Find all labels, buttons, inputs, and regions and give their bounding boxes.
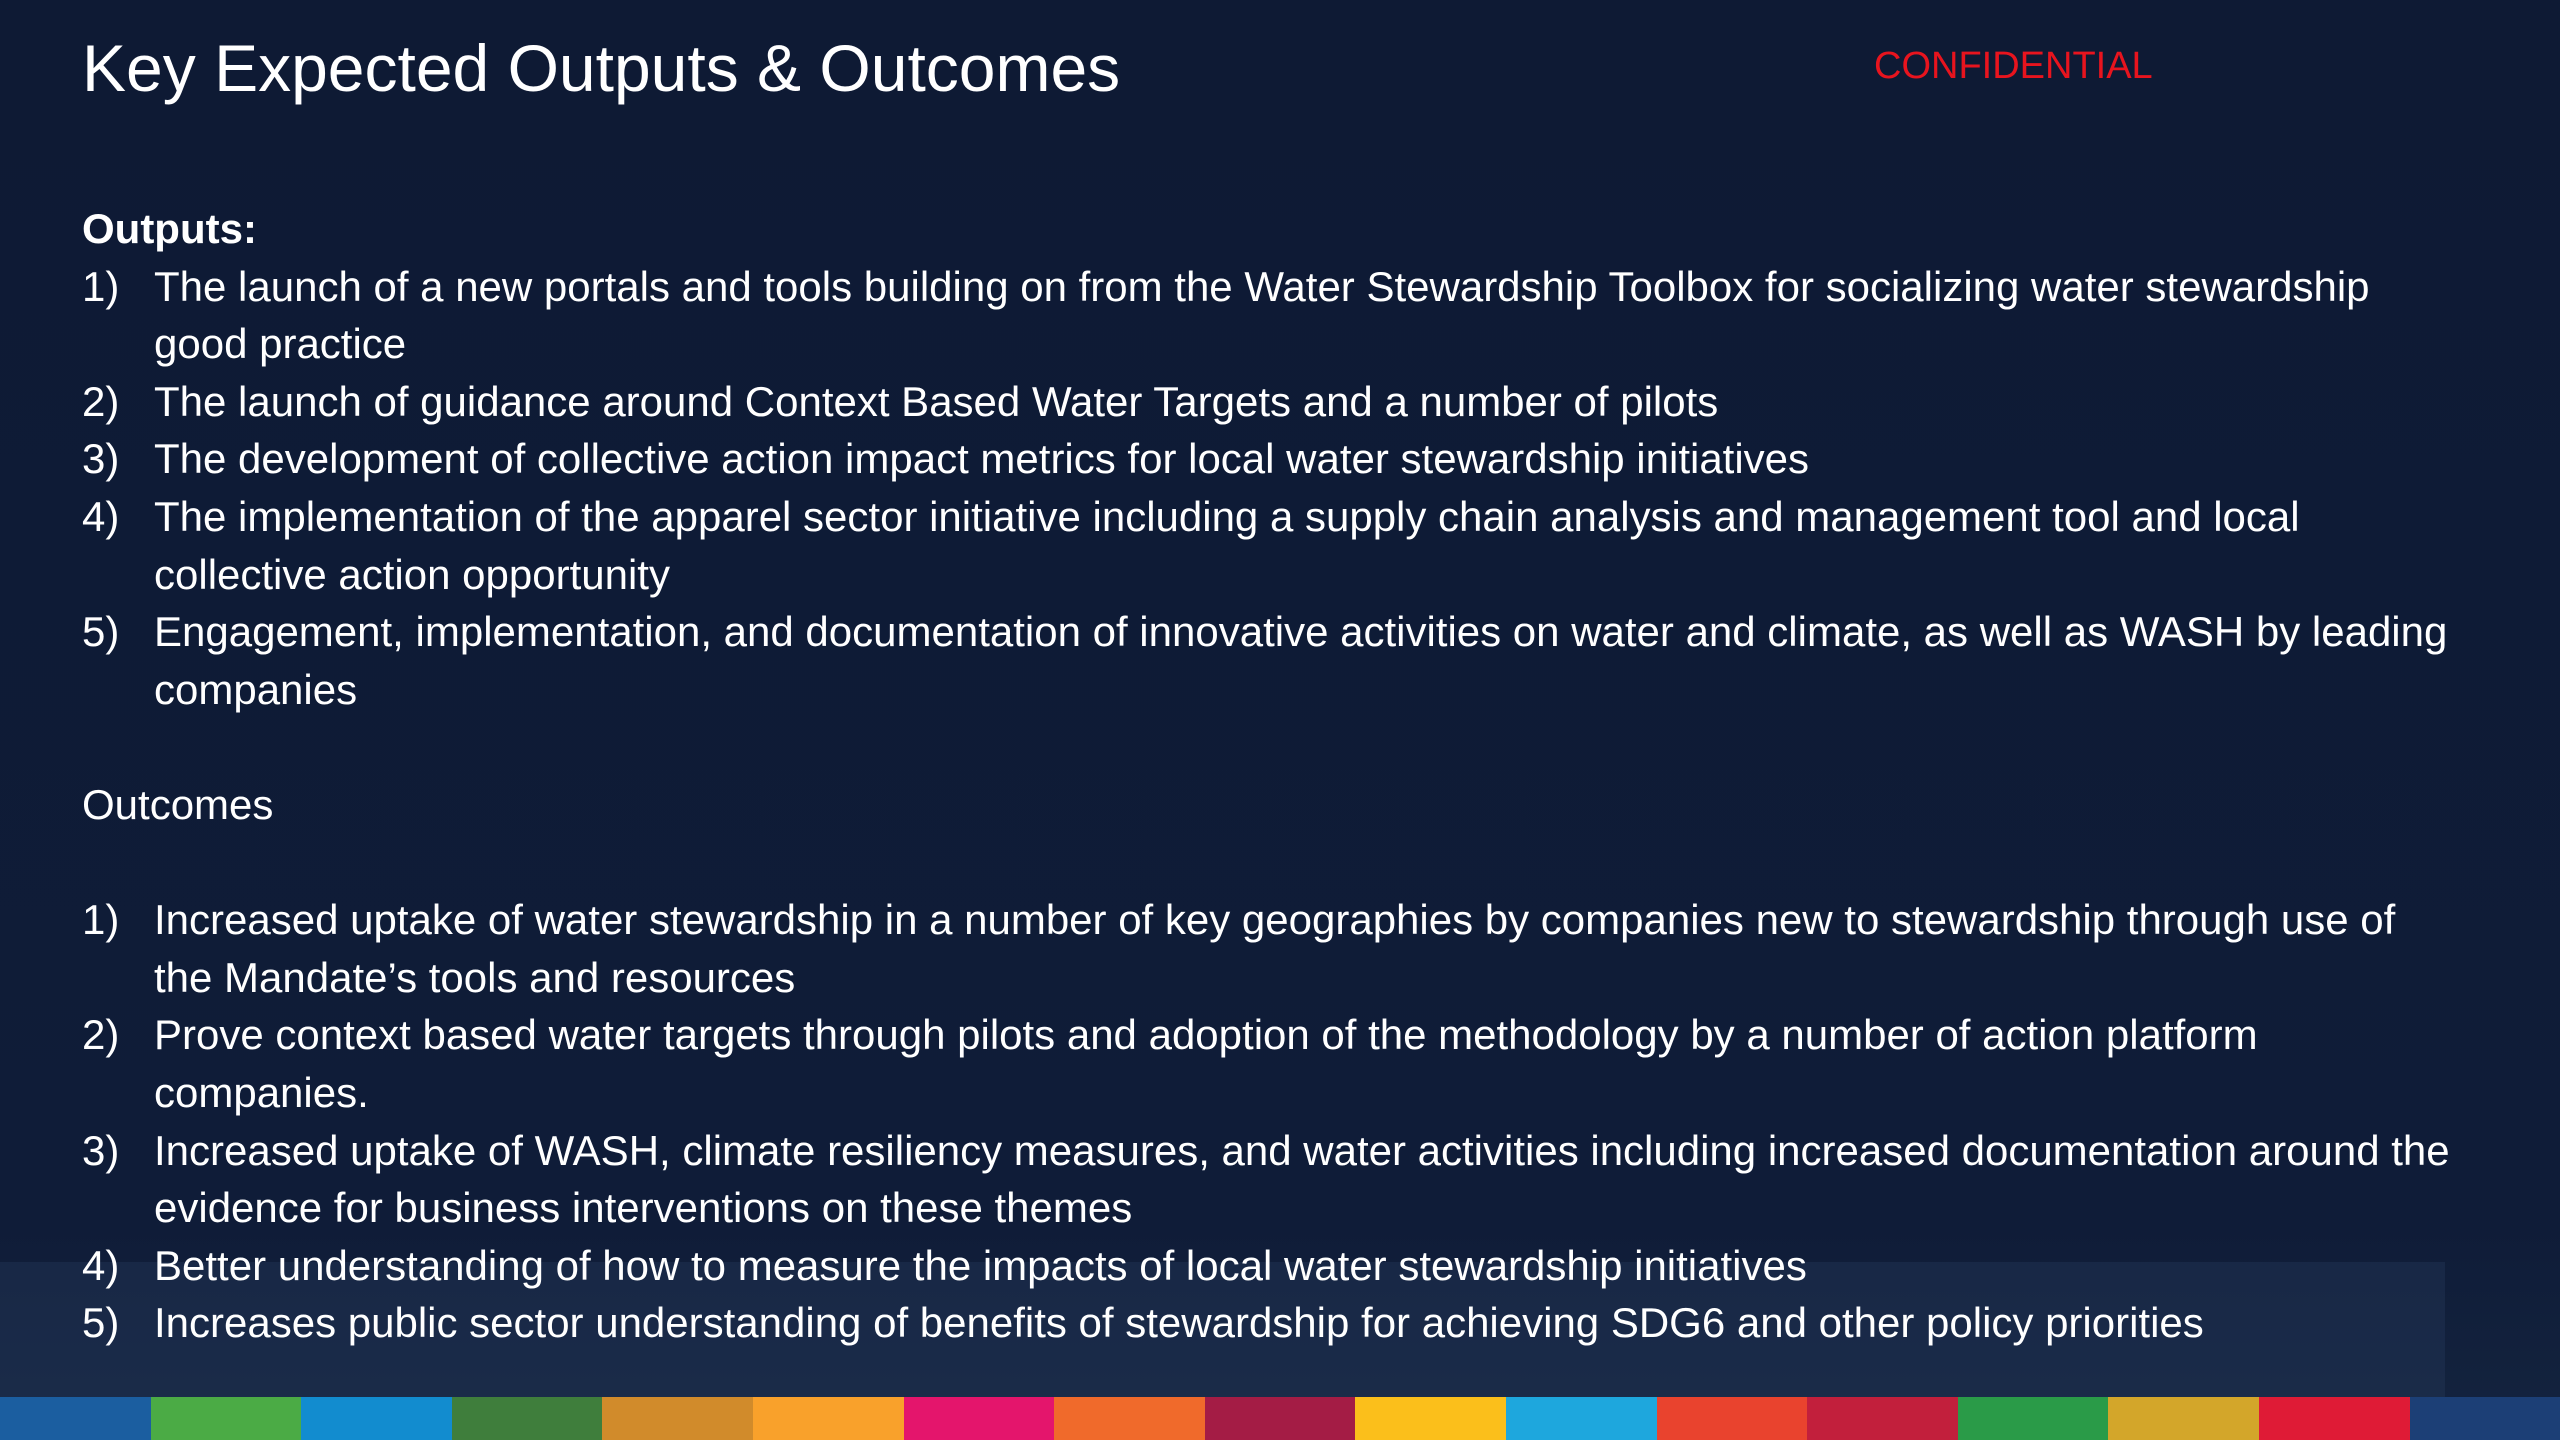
sdg-color-segment [301, 1397, 452, 1440]
list-number: 2) [82, 377, 120, 425]
list-text: Increased uptake of water stewardship in a number of key geographies by companies new to stewardship through use of the Mandate’s tools and resources [154, 896, 2396, 1001]
sdg-color-segment [151, 1397, 302, 1440]
sdg-color-segment [2410, 1397, 2560, 1440]
list-item [82, 430, 2462, 488]
sdg-color-segment [1958, 1397, 2109, 1440]
list-number: 5) [82, 1299, 120, 1347]
sdg-color-segment [602, 1397, 753, 1440]
list-text: The development of collective action impact metrics for local water stewardship initiatives [154, 435, 1810, 483]
list-number: 1) [82, 896, 120, 944]
list-number: 3) [82, 435, 120, 483]
sdg-color-segment [1355, 1397, 1506, 1440]
list-number: 5) [82, 608, 120, 656]
list-item [82, 258, 2462, 373]
sdg-color-segment [1054, 1397, 1205, 1440]
sdg-color-segment [1205, 1397, 1356, 1440]
list-text: Better understanding of how to measure the impacts of local water stewardship initiatives [154, 1241, 1807, 1289]
sdg-color-segment [1506, 1397, 1657, 1440]
sdg-color-segment [0, 1397, 151, 1440]
list-item [82, 373, 2462, 431]
spacer [82, 834, 2462, 892]
list-item [82, 1122, 2462, 1237]
list-text: The launch of guidance around Context Based Water Targets and a number of pilots [154, 377, 1719, 425]
list-text: Prove context based water targets through pilots and adoption of the methodology by a number of action platform companies. [154, 1011, 2258, 1116]
list-number: 1) [82, 262, 120, 310]
sdg-color-segment [1657, 1397, 1808, 1440]
list-text: The launch of a new portals and tools building on from the Water Stewardship Toolbox for socializing water stewardship good practice [154, 262, 2370, 368]
sdg-color-segment [904, 1397, 1055, 1440]
list-number: 4) [82, 492, 120, 540]
list-text: The implementation of the apparel sector initiative including a supply chain analysis and management tool and local collective action opportunity [154, 492, 2300, 598]
page-title: Key Expected Outputs & Outcomes [82, 31, 1121, 105]
sdg-color-segment [2259, 1397, 2410, 1440]
list-item [82, 1294, 2462, 1352]
sdg-color-segment [452, 1397, 603, 1440]
outputs-heading: Outputs: [82, 205, 257, 252]
sdg-color-segment [2108, 1397, 2259, 1440]
spacer [82, 718, 2462, 776]
list-number: 2) [82, 1011, 120, 1059]
list-number: 3) [82, 1126, 120, 1174]
outcomes-list [82, 891, 2462, 1352]
sdg-color-segment [753, 1397, 904, 1440]
list-item [82, 488, 2462, 603]
slide-content [82, 200, 2462, 1352]
list-text: Increased uptake of WASH, climate resiliency measures, and water activities including increased documentation around the evidence for business interventions on these themes [154, 1126, 2450, 1232]
list-item [82, 1006, 2462, 1121]
list-item [82, 603, 2462, 718]
outputs-list [82, 258, 2462, 719]
list-text: Engagement, implementation, and documentation of innovative activities on water and climate, as well as WASH by leading companies [154, 608, 2448, 713]
sdg-color-segment [1807, 1397, 1958, 1440]
list-item [82, 891, 2462, 1006]
list-text: Increases public sector understanding of benefits of stewardship for achieving SDG6 and other policy priorities [154, 1299, 2204, 1347]
confidential-label: CONFIDENTIAL [1874, 45, 2153, 87]
list-item [82, 1237, 2462, 1295]
sdg-color-bar [0, 1397, 2560, 1440]
list-number: 4) [82, 1241, 120, 1289]
outcomes-heading: Outcomes [82, 780, 274, 828]
